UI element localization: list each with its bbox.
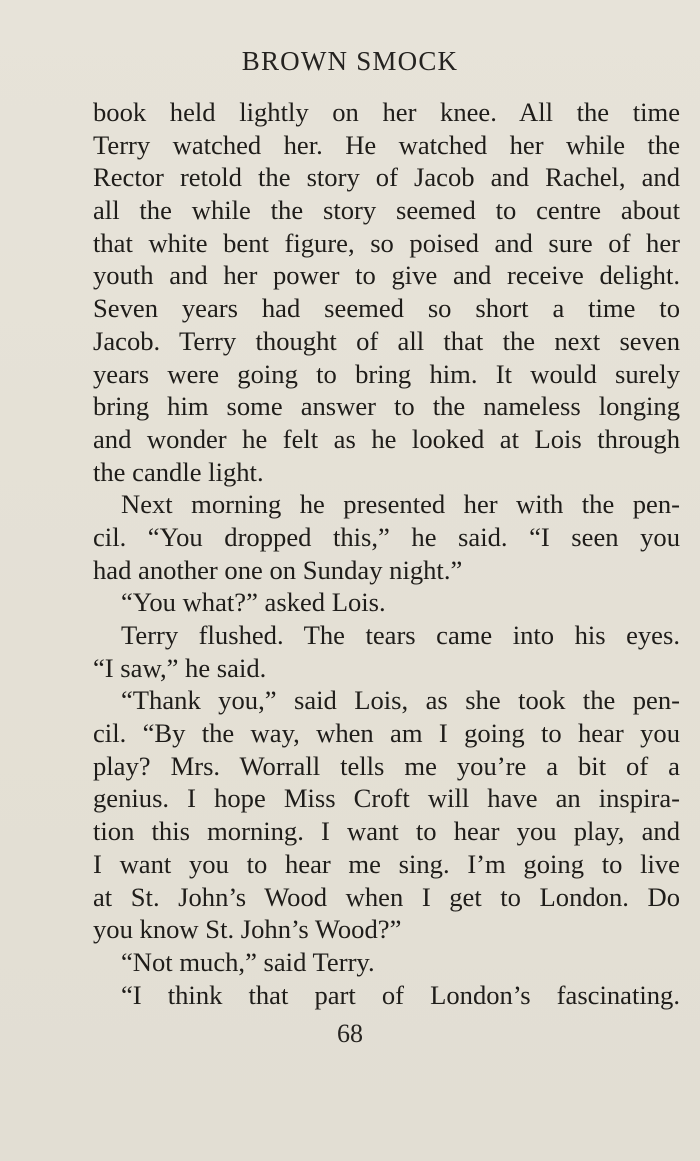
text-line: all the while the story seemed to centre about [93, 195, 680, 226]
text-line: that white bent figure, so poised and sure of her [93, 227, 680, 258]
text-line: Rector retold the story of Jacob and Rachel, and [93, 162, 680, 193]
text-line: Seven years had seemed so short a time to [93, 293, 680, 324]
text-line: “I saw,” he said. [93, 652, 267, 683]
text-line: youth and her power to give and receive delight. [93, 260, 680, 291]
text-line: genius. I hope Miss Croft will have an inspira- [93, 783, 680, 814]
page-number: 68 [337, 1019, 363, 1048]
text-line: cil. “You dropped this,” he said. “I seen you [93, 521, 680, 552]
text-line: at St. John’s Wood when I get to London. Do [93, 881, 680, 912]
text-line: you know St. John’s Wood?” [93, 914, 402, 945]
text-line: Next morning he presented her with the pen- [121, 489, 680, 520]
text-line: “I think that part of London’s fascinating. [121, 979, 680, 1010]
text-line: the candle light. [93, 456, 264, 487]
text-line: I want you to hear me sing. I’m going to live [93, 848, 680, 879]
text-line: “Not much,” said Terry. [121, 946, 375, 977]
text-line: and wonder he felt as he looked at Lois through [93, 423, 680, 454]
text-line: “Thank you,” said Lois, as she took the pen- [121, 685, 680, 716]
body-text [93, 96, 680, 1011]
text-line: book held lightly on her knee. All the time [93, 97, 680, 127]
text-line: cil. “By the way, when am I going to hear you [93, 718, 680, 749]
text-line: “You what?” asked Lois. [121, 587, 386, 618]
text-line: bring him some answer to the nameless longing [93, 391, 680, 422]
text-line: Terry watched her. He watched her while the [93, 129, 680, 160]
text-line: play? Mrs. Worrall tells me you’re a bit of a [93, 750, 680, 781]
running-head: BROWN SMOCK [241, 46, 459, 76]
text-line: had another one on Sunday night.” [93, 554, 463, 585]
text-line: Terry flushed. The tears came into his eyes. [121, 620, 680, 650]
text-line: tion this morning. I want to hear you play, and [93, 816, 680, 847]
text-line: Jacob. Terry thought of all that the next seven [93, 325, 680, 356]
text-line: years were going to bring him. It would surely [93, 358, 680, 389]
